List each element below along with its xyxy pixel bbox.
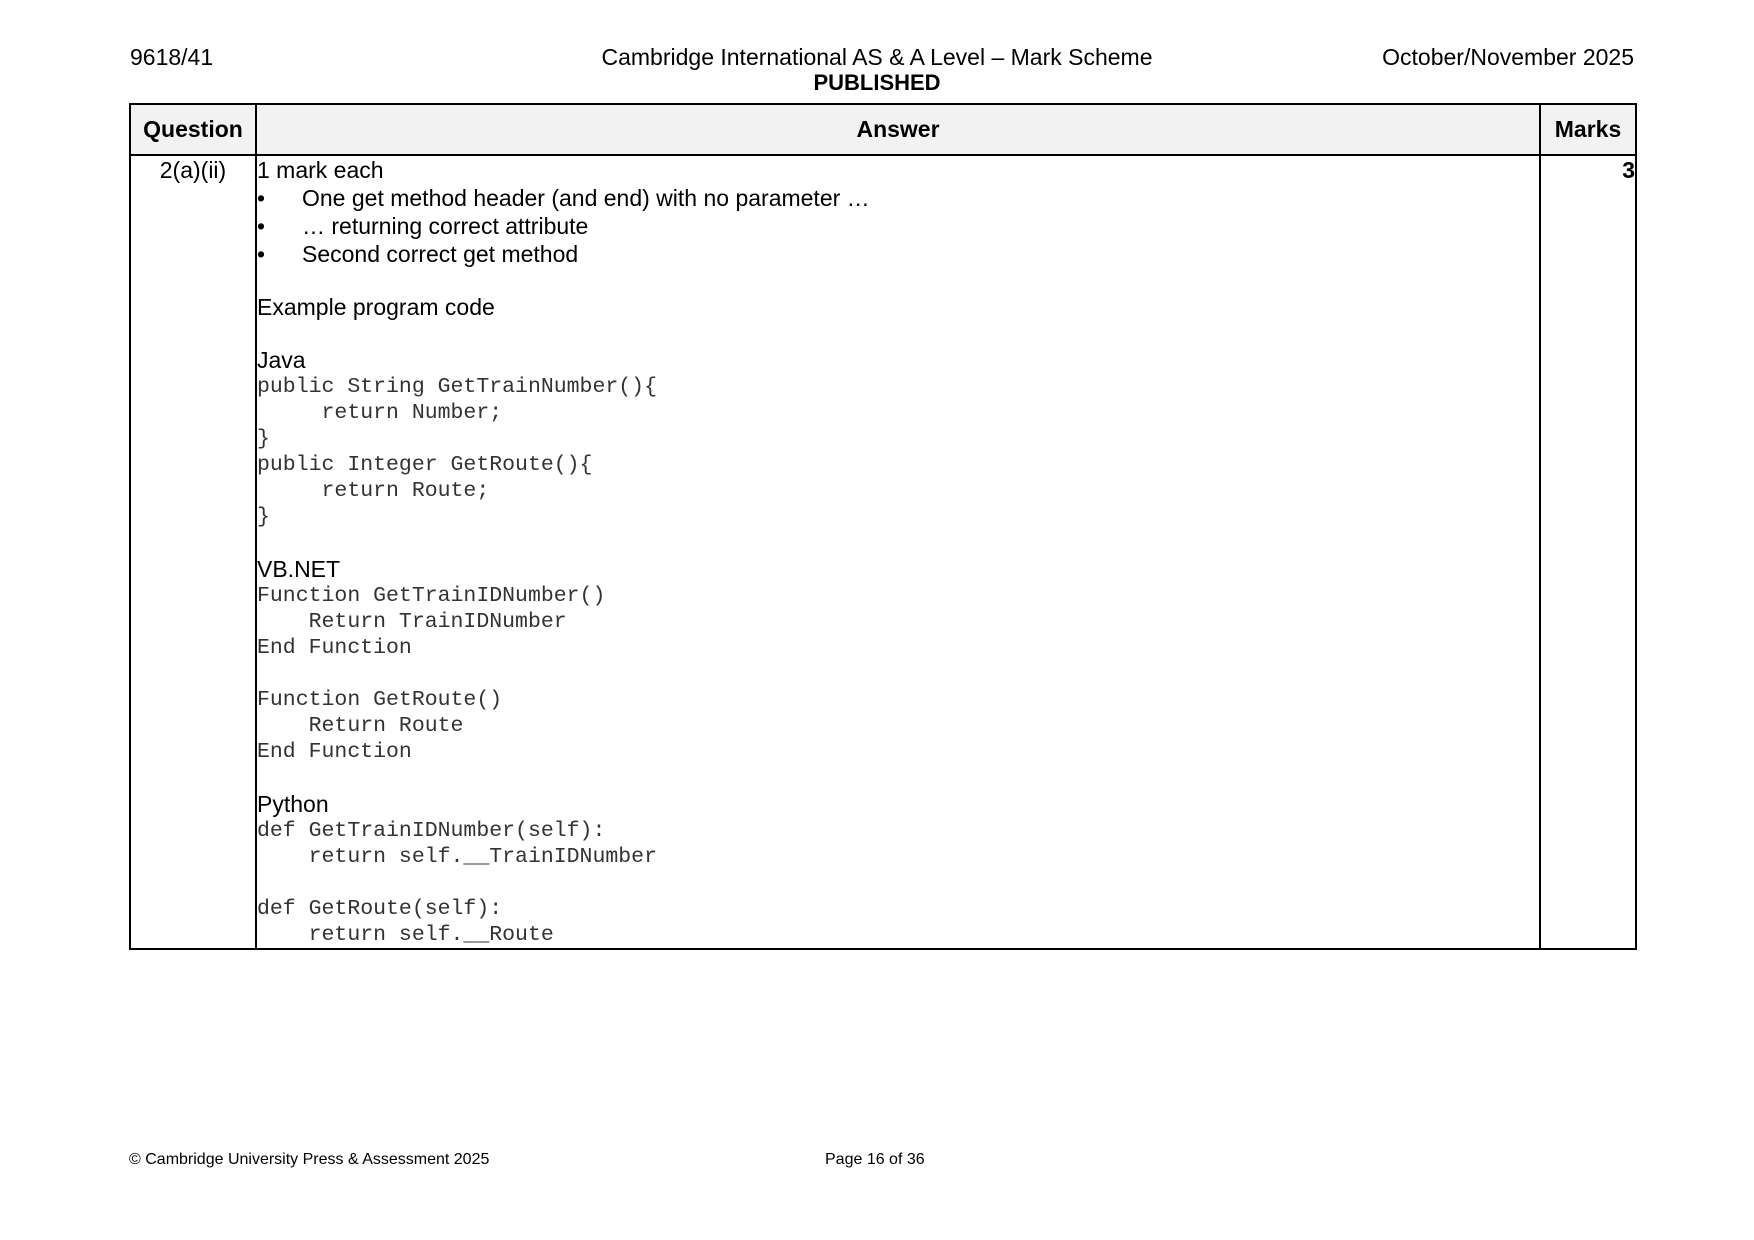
answer-column-header: Answer: [256, 104, 1540, 155]
bullet-icon: •: [257, 185, 266, 211]
marking-intro: 1 mark each: [257, 157, 384, 183]
java-code-block: public String GetTrainNumber(){ return Number; } public Integer GetRoute(){ return Route; }: [257, 375, 657, 529]
table-row: [130, 155, 1636, 949]
marks-value: 3: [1540, 155, 1636, 949]
marking-point-text: Second correct get method: [302, 241, 579, 267]
python-label: Python: [257, 791, 329, 817]
bullet-icon: •: [257, 241, 266, 267]
paper-code: 9618/41: [130, 44, 214, 70]
answer-cell: [256, 155, 1540, 949]
marking-points: [257, 184, 1539, 268]
question-number: 2(a)(ii): [130, 155, 256, 949]
exam-session: October/November 2025: [1382, 44, 1634, 70]
bullet-icon: •: [257, 213, 266, 239]
marks-column-header: Marks: [1540, 104, 1636, 155]
java-label: Java: [257, 347, 306, 373]
page-number: Page 16 of 36: [825, 1151, 925, 1168]
table-header-row: [130, 104, 1636, 155]
marking-point: [257, 212, 1539, 240]
marking-point: [257, 184, 1539, 212]
published-label: PUBLISHED: [813, 70, 941, 95]
vbnet-label: VB.NET: [257, 556, 341, 582]
python-code-block: def GetTrainIDNumber(self): return self.__TrainIDNumber def GetRoute(self): return self.__Route: [257, 819, 657, 947]
question-column-header: Question: [130, 104, 256, 155]
document-title: Cambridge International AS & A Level – Mark Scheme: [601, 44, 1153, 70]
copyright-notice: © Cambridge University Press & Assessment 2025: [129, 1151, 490, 1168]
mark-scheme-table: [129, 103, 1637, 950]
marking-point-text: One get method header (and end) with no parameter …: [302, 185, 870, 211]
vbnet-code-block: Function GetTrainIDNumber() Return TrainIDNumber End Function Function GetRoute() Return Route End Function: [257, 584, 606, 764]
marking-point-text: … returning correct attribute: [302, 213, 589, 239]
example-heading: Example program code: [257, 294, 495, 320]
marking-point: [257, 240, 1539, 268]
